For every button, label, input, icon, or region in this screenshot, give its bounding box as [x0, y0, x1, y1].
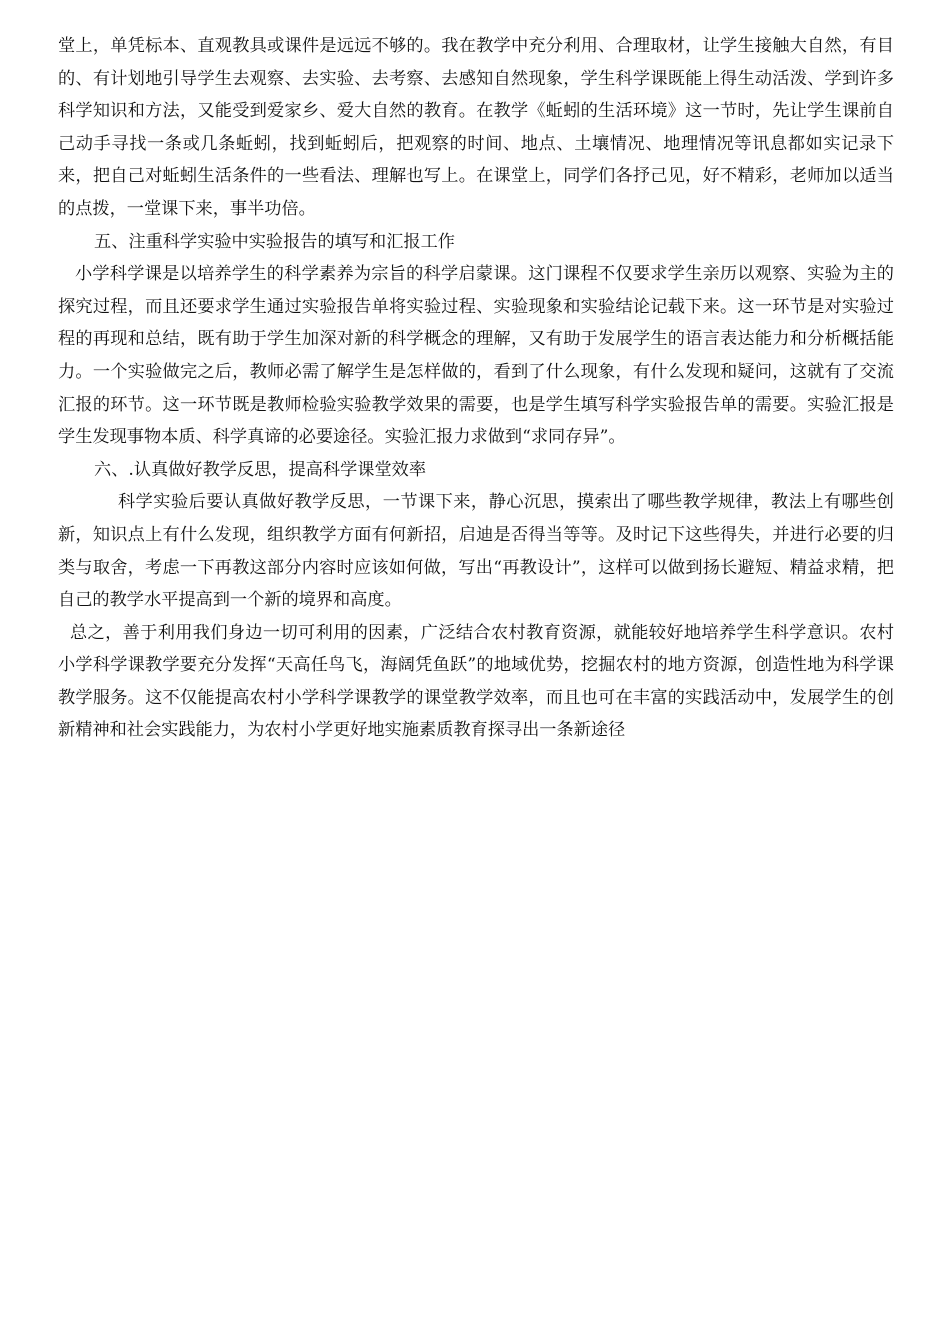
paragraph-lab-report: 小学科学课是以培养学生的科学素养为宗旨的科学启蒙课。这门课程不仅要求学生亲历以观察、实验为主的探究过程，而且还要求学生通过实验报告单将实验过程、实验现象和实验结论记载下来。这一环节是对实验过程的再现和总结，既有助于学生加深对新的科学概念的理解，又有助于发展学生的语言表达能力和分析概括能力。一个实验做完之后，教师必需了解学生是怎样做的，看到了什么现象，有什么发现和疑问，这就有了交流汇报的环节。这一环节既是教师检验实验教学效果的需要，也是学生填写科学实验报告单的需要。实验汇报是学生发现事物本质、科学真谛的必要途径。实验汇报力求做到“求同存异”。	[58, 264, 894, 448]
section-heading-six: 六、.认真做好教学反思，提高科学课堂效率	[94, 459, 427, 480]
paragraph-continuation: 堂上，单凭标本、直观教具或课件是远远不够的。我在教学中充分利用、合理取材，让学生接触大自然，有目的、有计划地引导学生去观察、去实验、去考察、去感知自然现象，学生科学课既能上得生动活泼、学到许多科学知识和方法，又能受到爱家乡、爱大自然的教育。在教学《蚯蚓的生活环境》这一节时，先让学生课前自己动手寻找一条或几条蚯蚓，找到蚯蚓后，把观察的时间、地点、土壤情况、地理情况等讯息都如实记录下来，把自己对蚯蚓生活条件的一些看法、理解也写上。在课堂上，同学们各抒己见，好不精彩，老师加以适当的点拨，一堂课下来，事半功倍。	[58, 36, 894, 219]
document-body	[58, 30, 894, 747]
paragraph-teaching-reflection: 科学实验后要认真做好教学反思，一节课下来，静心沉思，摸索出了哪些教学规律，教法上有哪些创新，知识点上有什么发现，组织教学方面有何新招，启迪是否得当等等。及时记下这些得失，并进行必要的归类与取舍，考虑一下再教这部分内容时应该如何做，写出“再教设计”，这样可以做到扬长避短、精益求精，把自己的教学水平提高到一个新的境界和高度。	[58, 492, 894, 611]
section-heading-five: 五、注重科学实验中实验报告的填写和汇报工作	[94, 231, 455, 252]
paragraph-conclusion: 总之，善于利用我们身边一切可利用的因素，广泛结合农村教育资源，就能较好地培养学生科学意识。农村小学科学课教学要充分发挥“天高任鸟飞，海阔凭鱼跃”的地域优势，挖掘农村的地方资源，创造性地为科学课教学服务。这不仅能提高农村小学科学课教学的课堂教学效率，而且也可在丰富的实践活动中，发展学生的创新精神和社会实践能力，为农村小学更好地实施素质教育探寻出一条新途径	[58, 622, 894, 741]
